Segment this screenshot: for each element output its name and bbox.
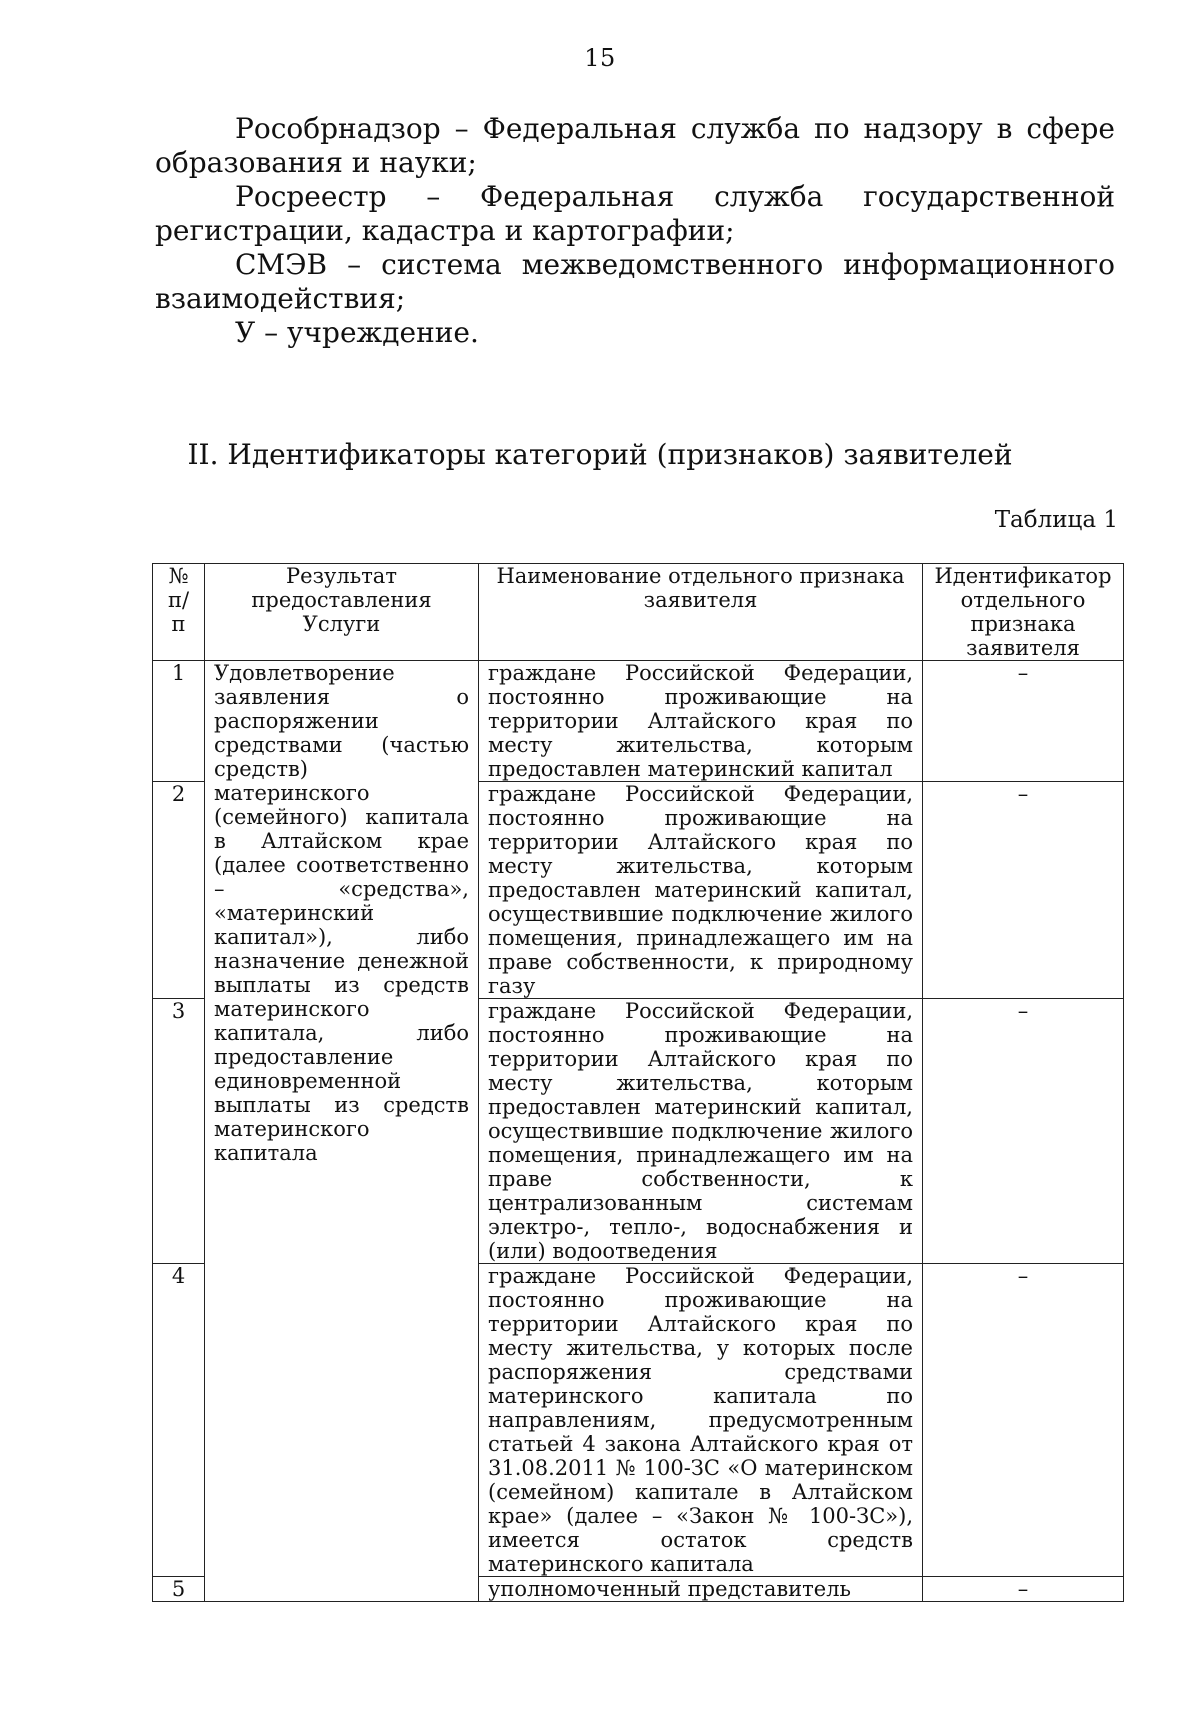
abbreviations-list: [155, 112, 1115, 350]
abbreviation-item: СМЭВ – система межведомственного информационного взаимодействия;: [155, 248, 1115, 315]
applicant-feature-name: граждане Российской Федерации, постоянно проживающие на территории Алтайского края по месту жительства, которым предоставлен материнский капитал: [479, 661, 923, 782]
header-result: Результат предоставления Услуги: [205, 564, 479, 661]
row-num: 5: [153, 1577, 205, 1602]
feature-identifier: –: [923, 661, 1124, 782]
page-number: 15: [584, 44, 616, 72]
feature-identifier: –: [923, 782, 1124, 999]
row-num: 2: [153, 782, 205, 999]
header-name: Наименование отдельного признака заявителя: [479, 564, 923, 661]
row-num: 3: [153, 999, 205, 1264]
row-num: 1: [153, 661, 205, 782]
applicant-feature-name: граждане Российской Федерации, постоянно проживающие на территории Алтайского края по месту жительства, которым предоставлен материнский капитал, осуществившие подключение жилого помещения, принадлежащего им на праве собственности, к природному газу: [479, 782, 923, 999]
table-caption: Таблица 1: [994, 507, 1118, 533]
header-id: Идентификатор отдельного признака заявителя: [923, 564, 1124, 661]
table-row: [153, 661, 1124, 782]
applicant-feature-name: граждане Российской Федерации, постоянно проживающие на территории Алтайского края по месту жительства, у которых после распоряжения средствами материнского капитала по направлениям, предусмотренным статьей 4 закона Алтайского края от 31.08.2011 № 100-ЗС «О материнском (семейном) капитале в Алтайском крае» (далее – «Закон № 100-ЗС»), имеется остаток средств материнского капитала: [479, 1264, 923, 1577]
row-num: 4: [153, 1264, 205, 1577]
section-title: II. Идентификаторы категорий (признаков) заявителей: [187, 438, 1013, 471]
feature-identifier: –: [923, 1577, 1124, 1602]
header-num: № п/п: [153, 564, 205, 661]
abbreviation-item: У – учреждение.: [235, 316, 479, 349]
abbreviation-item: Рособрнадзор – Федеральная служба по надзору в сфере образования и науки;: [155, 112, 1115, 179]
feature-identifier: –: [923, 1264, 1124, 1577]
applicant-feature-name: уполномоченный представитель: [479, 1577, 923, 1602]
applicant-feature-name: граждане Российской Федерации, постоянно проживающие на территории Алтайского края по месту жительства, которым предоставлен материнский капитал, осуществившие подключение жилого помещения, принадлежащего им на праве собственности, к централизованным системам электро-, тепло-, водоснабжения и (или) водоотведения: [479, 999, 923, 1264]
feature-identifier: –: [923, 999, 1124, 1264]
table-header-row: [153, 564, 1124, 661]
applicant-categories-table: [152, 563, 1124, 1602]
service-result-cell: Удовлетворение заявления о распоряжении средствами (частью средств) материнского (семейного) капитала в Алтайском крае (далее соответственно – «средства», «материнский капитал»), либо назначение денежной выплаты из средств материнского капитала, либо предоставление единовременной выплаты из средств материнского капитала: [205, 661, 479, 1602]
abbreviation-item: Росреестр – Федеральная служба государственной регистрации, кадастра и картографии;: [155, 180, 1115, 247]
